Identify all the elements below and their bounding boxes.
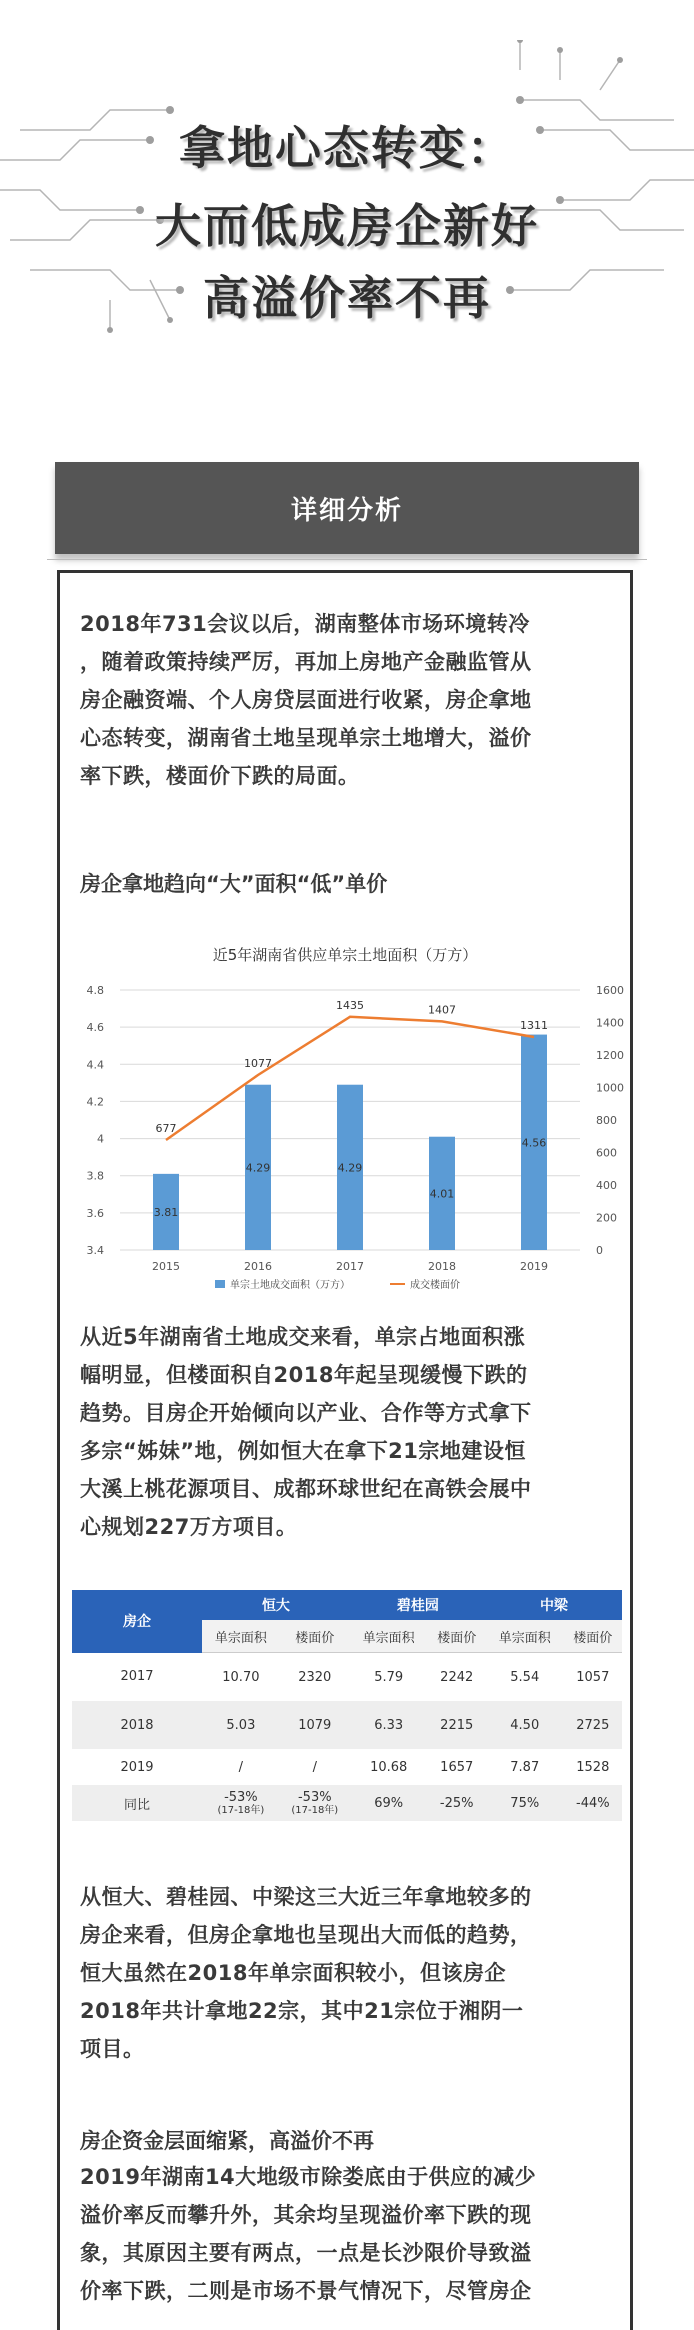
paragraph-line: 象，其原因主要有两点，一点是长沙限价导致溢 [80, 2241, 532, 2265]
table-cell: 1079 [280, 1701, 350, 1749]
y-left-tick-label: 4.6 [86, 1021, 104, 1035]
table-cell: 5.79 [374, 1669, 404, 1685]
y-right-tick-label: 800 [596, 1114, 617, 1127]
paragraph-4 [80, 2158, 620, 2310]
table-subheader: 楼面价 [564, 1620, 622, 1653]
y-left-tick-label: 3.8 [86, 1169, 104, 1183]
section-banner [55, 462, 639, 554]
table-row [72, 1749, 622, 1785]
y-left-tick-label: 3.4 [86, 1244, 104, 1257]
table-corner-header: 房企 [72, 1590, 202, 1653]
legend-bar-swatch [215, 1280, 225, 1288]
table-row [72, 1653, 622, 1702]
table-cell: -44% [564, 1785, 622, 1821]
yoy-note: (17-18年) [217, 1804, 265, 1816]
paragraph-line: 项目。 [80, 2037, 145, 2061]
x-tick-label: 2015 [152, 1260, 180, 1273]
paragraph-line: 心规划227万方项目。 [80, 1515, 298, 1539]
line-data-label: 1311 [520, 1018, 548, 1032]
table-cell [280, 1785, 350, 1821]
table-subheader: 楼面价 [428, 1620, 486, 1653]
paragraph-line: 2018年731会议以后，湖南整体市场环境转冷 [80, 612, 530, 636]
table-row [72, 1701, 622, 1749]
y-left-tick-label: 4 [97, 1132, 104, 1146]
paragraph-line: 幅明显，但楼面积自2018年起呈现缓慢下跌的 [80, 1363, 528, 1387]
table-cell: 5.03 [202, 1701, 280, 1749]
table-cell-year: 2018 [72, 1701, 202, 1749]
table-cell: 5.54 [510, 1669, 540, 1685]
subheading-2: 房企资金层面缩紧，高溢价不再 [80, 2129, 374, 2153]
paragraph-line: 从近5年湖南省土地成交来看，单宗占地面积涨 [80, 1325, 526, 1349]
table-cell: 2215 [428, 1701, 486, 1749]
table-cell: 2320 [298, 1669, 332, 1685]
table-cell: 1528 [576, 1759, 610, 1775]
paragraph-line: 率下跌，楼面价下跌的局面。 [80, 764, 360, 788]
table-cell: 69% [350, 1785, 428, 1821]
paragraph-line: ，随着政策持续严厉，再加上房地产金融监管从 [80, 650, 532, 674]
table-cell: 1657 [440, 1759, 474, 1775]
table-cell-yoy-label: 同比 [72, 1785, 202, 1821]
line-data-label: 677 [155, 1121, 177, 1135]
table-cell: 1057 [576, 1669, 610, 1685]
paragraph-line: 2018年共计拿地22宗，其中21宗位于湘阴一 [80, 1999, 524, 2023]
paragraph-line: 恒大虽然在2018年单宗面积较小，但该房企 [80, 1961, 506, 1985]
paragraph-1 [80, 605, 620, 795]
y-right-tick-label: 1000 [596, 1081, 624, 1095]
y-left-tick-label: 4.8 [86, 984, 104, 997]
y-left-tick-label: 4.4 [86, 1058, 104, 1072]
hero-title-line-2: 大而低成房企新好 [155, 199, 539, 253]
y-right-tick-label: 400 [596, 1179, 617, 1192]
table-cell: 4.50 [486, 1701, 564, 1749]
table-cell: 2242 [440, 1669, 474, 1685]
table-cell: 2725 [564, 1701, 622, 1749]
paragraph-2 [80, 1318, 620, 1546]
table-cell: / [312, 1759, 317, 1775]
bar-data-label: 4.01 [429, 1187, 455, 1201]
yoy-value: -53% [297, 1789, 332, 1805]
chart-title: 近5年湖南省供应单宗土地面积（万方） [212, 946, 478, 964]
table-cell: -25% [428, 1785, 486, 1821]
table-brand-header: 中梁 [486, 1590, 622, 1620]
line-data-label: 1077 [244, 1056, 272, 1070]
table-cell: 10.70 [222, 1669, 260, 1685]
y-right-tick-label: 600 [596, 1146, 617, 1160]
table-cell: 7.87 [510, 1759, 540, 1775]
paragraph-line: 2019年湖南14大地级市除娄底由于供应的减少 [80, 2165, 537, 2189]
hero-title-line-1: 拿地心态转变： [179, 121, 515, 175]
line-data-label: 1407 [428, 1003, 456, 1017]
section-banner-label: 详细分析 [290, 495, 403, 526]
paragraph-line: 心态转变，湖南省土地呈现单宗土地增大，溢价 [80, 726, 532, 750]
table-cell: / [238, 1759, 244, 1775]
table-cell-year: 2019 [120, 1759, 154, 1775]
y-right-tick-label: 0 [596, 1244, 603, 1257]
y-right-tick-label: 1200 [596, 1049, 624, 1062]
bar-data-label: 4.29 [245, 1161, 271, 1175]
table-subheader: 楼面价 [280, 1620, 350, 1653]
paragraph-line: 价率下跌，二则是市场不景气情况下，尽管房企 [80, 2279, 532, 2303]
bar-data-label: 3.81 [153, 1205, 179, 1219]
x-tick-label: 2016 [244, 1260, 272, 1273]
table-row-yoy [72, 1785, 622, 1821]
legend-line-label: 成交楼面价 [410, 1280, 460, 1291]
table-subheader: 单宗面积 [486, 1620, 564, 1653]
subheading-1: 房企拿地趋向“大”面积“低”单价 [80, 872, 388, 896]
table-cell: 6.33 [350, 1701, 428, 1749]
x-tick-label: 2018 [428, 1260, 456, 1273]
table-cell [202, 1785, 280, 1821]
x-tick-label: 2017 [336, 1260, 364, 1273]
paragraph-line: 多宗“姊妹”地，例如恒大在拿下21宗地建设恒 [80, 1439, 526, 1463]
table-cell: 10.68 [370, 1759, 408, 1775]
table-subheader: 单宗面积 [350, 1620, 428, 1653]
bar-data-label: 4.29 [337, 1161, 363, 1175]
table-cell: 75% [486, 1785, 564, 1821]
paragraph-line: 趋势。目房企开始倾向以产业、合作等方式拿下 [80, 1401, 532, 1425]
table-subheader: 单宗面积 [202, 1620, 280, 1653]
paragraph-line: 房企融资端、个人房贷层面进行收紧，房企拿地 [80, 688, 532, 712]
table-header-row [72, 1590, 622, 1620]
y-right-tick-label: 200 [596, 1211, 617, 1225]
y-left-tick-label: 3.6 [86, 1206, 104, 1220]
y-right-tick-label: 1600 [596, 984, 624, 997]
paragraph-3 [80, 1878, 620, 2068]
yoy-value: -53% [224, 1789, 258, 1805]
paragraph-line: 从恒大、碧桂园、中梁这三大近三年拿地较多的 [80, 1885, 532, 1909]
y-left-tick-label: 4.2 [86, 1095, 104, 1109]
paragraph-line: 溢价率反而攀升外，其余均呈现溢价率下跌的现 [80, 2203, 532, 2227]
hero-title-line-3: 高溢价率不再 [203, 271, 491, 325]
table-brand-header: 碧桂园 [350, 1590, 486, 1620]
land-area-chart [60, 930, 630, 1310]
legend-bar-label: 单宗土地成交面积（万方） [230, 1280, 350, 1291]
hero-section [0, 0, 694, 400]
line-data-label: 1435 [336, 998, 364, 1012]
table-cell-year: 2017 [120, 1669, 154, 1685]
x-tick-label: 2019 [520, 1260, 548, 1273]
bar-data-label: 4.56 [521, 1136, 547, 1150]
paragraph-line: 房企来看，但房企拿地也呈现出大而低的趋势， [80, 1923, 532, 1947]
table-brand-header: 恒大 [202, 1590, 350, 1620]
yoy-note: (17-18年) [291, 1804, 339, 1816]
paragraph-line: 大溪上桃花源项目、成都环球世纪在高铁会展中 [80, 1477, 532, 1501]
developer-land-table [72, 1590, 622, 1821]
y-right-tick-label: 1400 [596, 1016, 624, 1030]
